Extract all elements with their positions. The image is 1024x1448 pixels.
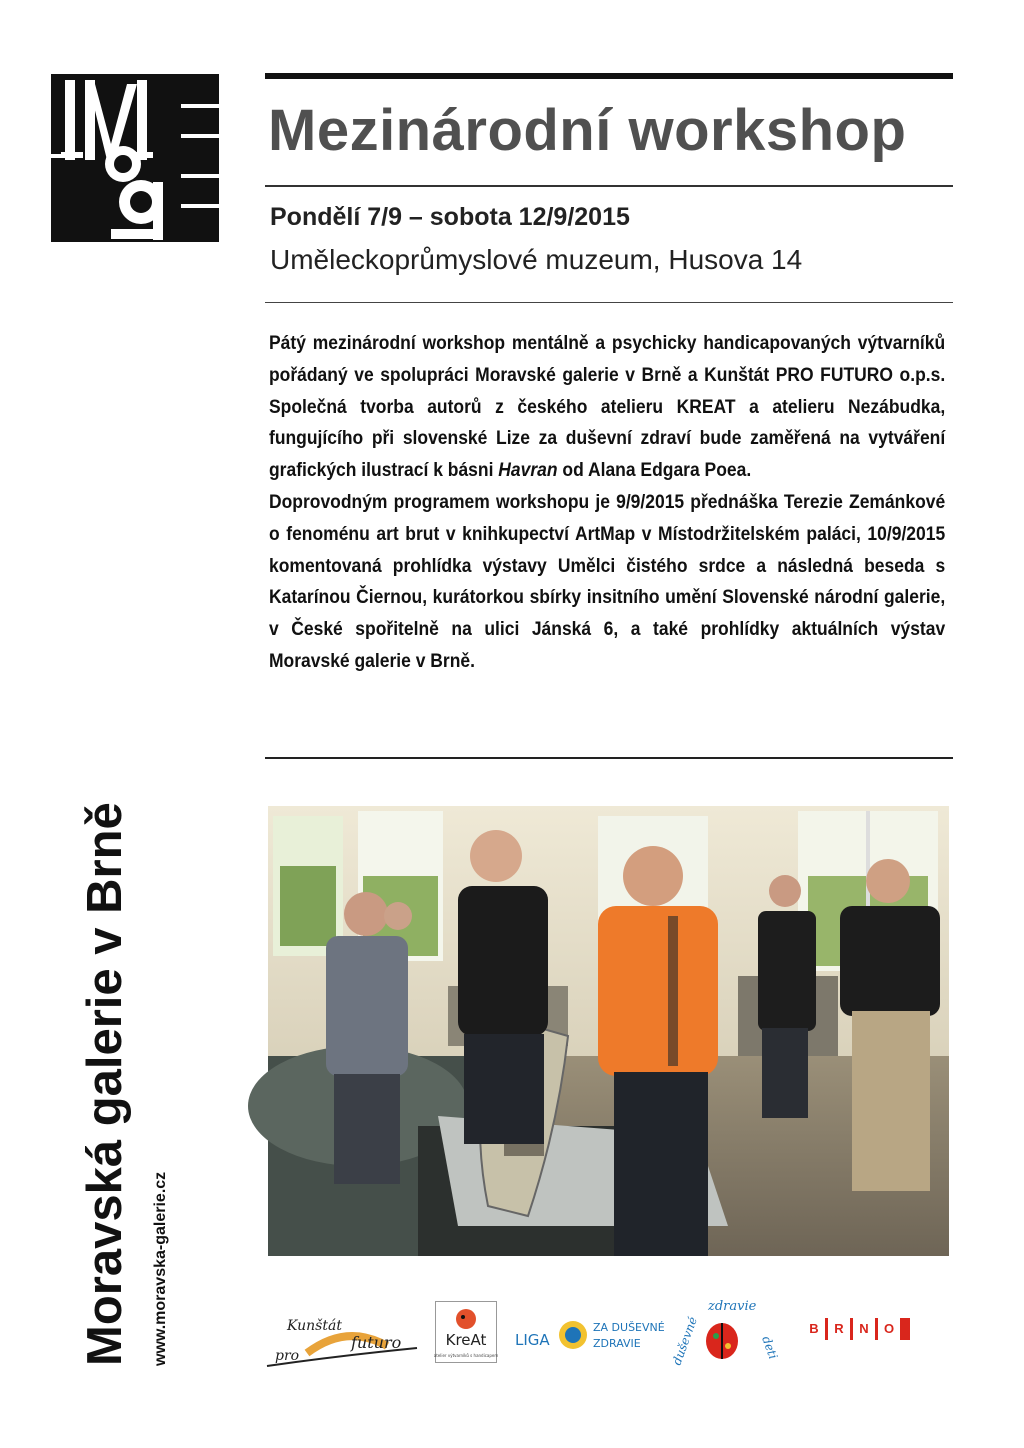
dusevne-zdravie-deti-logo <box>669 1296 781 1371</box>
liga-logo <box>515 1311 665 1359</box>
top-rule <box>265 73 953 79</box>
kunstat-text: Kunštát <box>287 1318 342 1334</box>
article-body <box>269 328 945 678</box>
moravska-galerie-logo <box>51 74 219 242</box>
dusevne-right: deti <box>759 1334 781 1362</box>
workshop-photo <box>268 806 949 1256</box>
brno-letter-o: O <box>883 1321 895 1336</box>
paragraph-intro <box>269 328 945 487</box>
brno-bar <box>900 1318 910 1340</box>
liga-line1: ZA DUŠEVNÉ <box>593 1321 665 1334</box>
liga-line2: ZDRAVIE <box>593 1337 641 1350</box>
page-title: Mezinárodní workshop <box>268 98 907 163</box>
partner-logos <box>265 1296 955 1376</box>
kreat-subtitle: atelier výtvarníků s handicapem <box>433 1353 499 1358</box>
intro-text-end: od Alana Edgara Poea. <box>557 460 752 482</box>
kreat-logo <box>435 1301 497 1363</box>
kunstat-pro-futuro-logo <box>267 1308 422 1368</box>
brno-letter-b: B <box>809 1321 819 1336</box>
website-link[interactable]: www.moravska-galerie.cz <box>152 1171 169 1366</box>
body-divider <box>265 757 953 759</box>
liga-text: LIGA <box>515 1331 550 1349</box>
pro-text: pro <box>275 1348 300 1364</box>
poem-title: Havran <box>498 460 558 482</box>
event-venue: Uměleckoprůmyslové muzeum, Husova 14 <box>270 244 803 275</box>
brno-logo <box>803 1318 913 1342</box>
dusevne-top: zdravie <box>708 1299 757 1314</box>
brno-letter-r: R <box>834 1321 844 1336</box>
title-divider <box>265 185 953 187</box>
brno-letter-n: N <box>859 1321 869 1336</box>
header-divider <box>265 302 953 303</box>
dusevne-left: duševné <box>669 1314 701 1368</box>
event-date: Pondělí 7/9 – sobota 12/9/2015 <box>270 203 630 231</box>
futuro-text: futuro <box>351 1333 402 1352</box>
intro-text: Pátý mezinárodní workshop mentálně a psychicky handicapovaných výtvarníků pořádaný ve spolupráci Moravské galerie v Brně a Kunštát PRO FUTURO o.p.s. Společná tvorba autorů z českého atelieru KREAT a atelieru Nezábudka, fungujícího při slovenské Lize za duševní zdraví bude zaměřená na vytváření grafických ilustrací k básni <box>269 333 946 482</box>
gallery-name-vertical: Moravská galerie v Brně <box>78 802 132 1366</box>
kreat-text: KreAt <box>445 1331 487 1349</box>
paragraph-program: Doprovodným programem workshopu je 9/9/2015 přednáška Terezie Zemánkové o fenoménu art brut v knihkupectví ArtMap v Místodržitelském paláci, 10/9/2015 komentovaná prohlídka výstavy Umělci čistého srdce a následná beseda s Katarínou Čiernou, kurátorkou sbírky insitního umění Slovenské národní galerie, v České spořitelně na ulici Jánská 6, a také prohlídky aktuálních výstav Moravské galerie v Brně. <box>269 491 946 672</box>
